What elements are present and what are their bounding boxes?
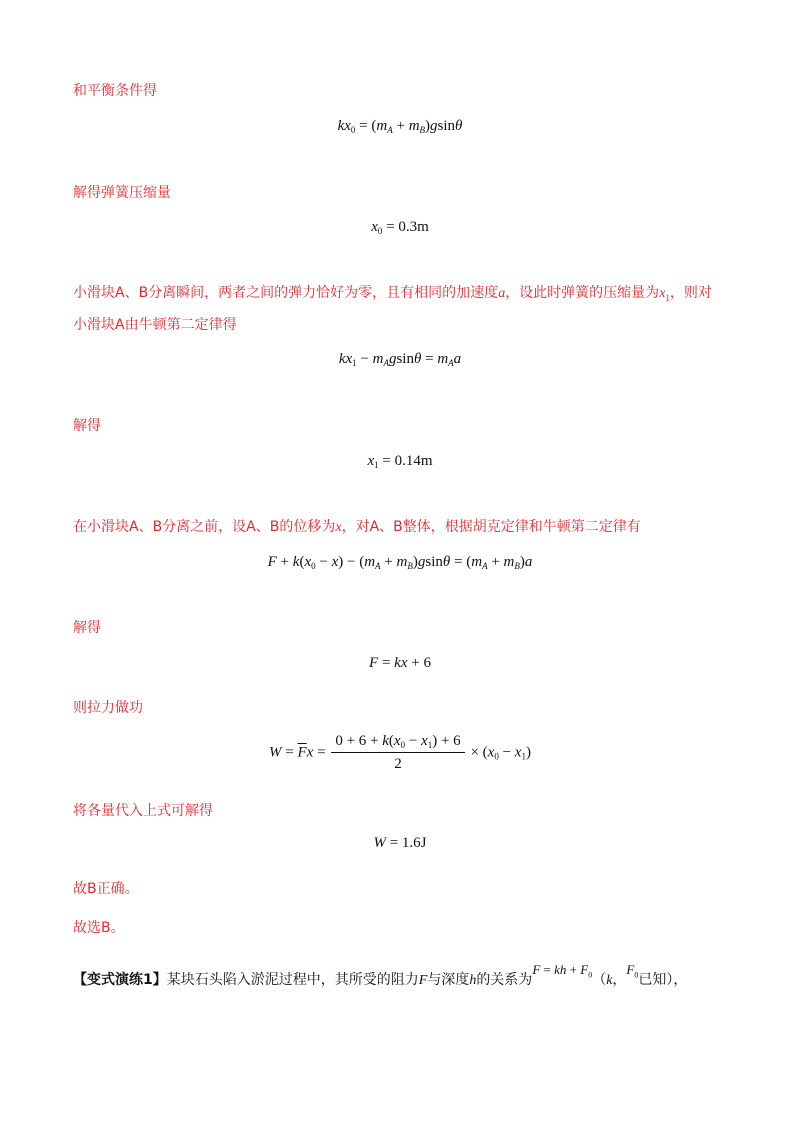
text-line: 将各量代入上式可解得 [73,803,213,819]
equation-force: F = kx + 6 [369,655,431,671]
equation-hooke-newton: $F + k(x_0 - x) - (m_A + m_B)gsin\theta = (m_A + m_B)a$ [267,554,533,571]
fraction: $\frac{0 + 6 + k(x_0 - x_1) + 6}{2}$ [331,733,464,773]
text-line: 在小滑块A、B分离之前，设A、B的位移为x，对A、B整体，根据胡克定律和牛顿第二定律有 [73,519,641,535]
text-line: 解得弹簧压缩量 [73,185,171,201]
problem-title: 【变式演练1】 [73,972,167,988]
equation-balance: $kx_0 = (m_A + m_B)gsin\theta$ [337,118,463,135]
text-line: 故选B。 [73,920,125,936]
equation-newton-a: $kx_1 - m_Agsin\theta = m_Aa$ [338,351,462,368]
equation-work: $W = \overline{F}x$ = $\frac{0 + 6 + k(x_0 - x_1) + 6}{2}$ × $(x_0 - x_1)$ [269,733,531,772]
text-line: 解得 [73,418,101,434]
problem-statement: 【变式演练1】某块石头陷入淤泥过程中，其所受的阻力F与深度h的关系为F = kh + $F_0(k$，$F_0$已知）， [73,962,688,988]
text-line: 和平衡条件得 [73,83,157,99]
text-line: 故B正确。 [73,881,139,897]
text-line: 小滑块A由牛顿第二定律得 [73,317,237,333]
equation-x0: $x_0 = 0.3m$ [371,219,429,236]
text-line: 则拉力做功 [73,700,143,716]
equation-work-value: W = 1.6J [373,835,427,851]
equation-x1: $x_1 = 0.14m$ [367,453,433,470]
text-line: 解得 [73,620,101,636]
text-line: 小滑块A、B分离瞬间，两者之间的弹力恰好为零，且有相同的加速度a，设此时弹簧的压缩量为$x_1$，则对 [73,285,712,303]
